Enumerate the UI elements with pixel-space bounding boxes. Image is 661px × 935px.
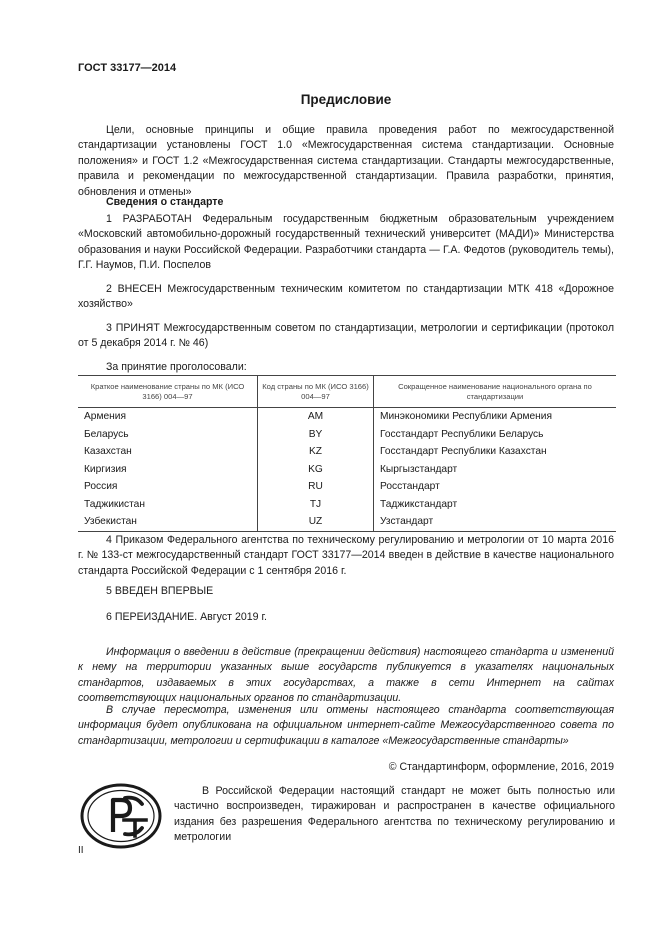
intro-paragraph: Цели, основные принципы и общие правила проведения работ по межгосударственной стандартизации установлены ГОСТ 1.0 «Межгосударственная система стандартизации. Основные положения» и ГОСТ 1.2 «Межгосударственная система стандартизации. Стандарты межгосударственные, правила и рекомендации по межгосударственной стандартизации. Правила разработки, принятия, обновления и отмены» bbox=[78, 124, 614, 198]
cell-body: Узстандарт bbox=[374, 513, 617, 531]
table-row bbox=[78, 426, 616, 444]
cell-code: KG bbox=[258, 461, 374, 479]
note-revision-info: В случае пересмотра, изменения или отмены настоящего стандарта соответствующая информация будет опубликована на официальном интернет-сайте Межгосударственного совета по стандартизации, метрологии и сертификации в каталоге «Межгосударственные стандарты» bbox=[78, 704, 614, 747]
table-row bbox=[78, 478, 616, 496]
cell-body: Росстандарт bbox=[380, 481, 440, 492]
cell-country: Беларусь bbox=[78, 426, 258, 444]
column-header-body: Сокращенное наименование национального органа по стандартизации bbox=[374, 376, 617, 408]
copyright-line: © Стандартинформ, оформление, 2016, 2019 bbox=[388, 761, 614, 773]
item-1-developed: 1 РАЗРАБОТАН Федеральным государственным бюджетным образовательным учреждением «Московский автомобильно-дорожный государственный технический университет (МАДИ)» Министерства образования и науки Российской Федерации. Разработчики стандарта — Г.А. Федотов (руководитель темы), Г.Г. Наумов, П.И. Поспелов bbox=[78, 213, 614, 272]
cell-country: Россия bbox=[78, 478, 258, 496]
column-header-code: Код страны по МК (ИСО 3166) 004—97 bbox=[258, 376, 374, 408]
column-header-country: Краткое наименование страны по МК (ИСО 3166) 004—97 bbox=[78, 376, 258, 408]
page-number: II bbox=[78, 845, 84, 856]
cell-body: Таджикстандарт bbox=[380, 498, 458, 510]
cell-body: Кыргызстандарт bbox=[380, 463, 458, 475]
cell-country: Узбекистан bbox=[78, 513, 258, 531]
cell-code: UZ bbox=[258, 513, 374, 531]
cell-code: RU bbox=[258, 478, 374, 496]
page-title: Предисловие bbox=[300, 92, 392, 107]
cell-country: Казахстан bbox=[78, 443, 258, 461]
section-title: Сведения о стандарте bbox=[106, 196, 224, 208]
table-row bbox=[78, 513, 616, 531]
vote-label: За принятие проголосовали: bbox=[106, 361, 247, 373]
document-id: ГОСТ 33177—2014 bbox=[78, 62, 177, 74]
cell-code: AM bbox=[258, 408, 374, 426]
item-5-introduced: 5 ВВЕДЕН ВПЕРВЫЕ bbox=[106, 585, 214, 597]
table-row bbox=[78, 408, 616, 426]
item-2-submitted: 2 ВНЕСЕН Межгосударственным техническим комитетом по стандартизации МТК 418 «Дорожное хозяйство» bbox=[78, 283, 614, 311]
item-3-adopted: 3 ПРИНЯТ Межгосударственным советом по стандартизации, метрологии и сертификации (протокол от 5 декабря 2014 г. № 46) bbox=[78, 322, 614, 350]
reproduction-notice: В Российской Федерации настоящий стандарт не может быть полностью или частично воспроизведен, тиражирован и распространен в качестве официального издания без разрешения Федерального агентства по техническому регулированию и метрологии bbox=[174, 785, 615, 844]
cell-body: Госстандарт Республики Казахстан bbox=[380, 446, 547, 457]
table-row bbox=[78, 496, 616, 514]
table-header-row bbox=[78, 376, 616, 408]
rst-certification-mark-icon bbox=[80, 782, 162, 855]
cell-code: KZ bbox=[258, 443, 374, 461]
cell-country: Киргизия bbox=[78, 461, 258, 479]
table-row bbox=[78, 443, 616, 461]
cell-body: Госстандарт Республики Беларусь bbox=[380, 428, 544, 440]
note-publication-info: Информация о введении в действие (прекращении действия) настоящего стандарта и изменений к нему на территории указанных выше государств публикуется в указателях национальных стандартов, издаваемых в этих государствах, а также в сети Интернет на сайтах соответствующих национальных органов по стандартизации. bbox=[78, 646, 614, 705]
voting-countries-table bbox=[78, 375, 616, 532]
cell-code: TJ bbox=[258, 496, 374, 514]
cell-code: BY bbox=[258, 426, 374, 444]
cell-country: Таджикистан bbox=[78, 496, 258, 514]
cell-body: Минэкономики Республики Армения bbox=[380, 411, 552, 422]
item-4-order: 4 Приказом Федерального агентства по техническому регулированию и метрологии от 10 марта 2016 г. № 133-ст межгосударственный стандарт ГОСТ 33177—2014 введен в действие в качестве национального стандарта Российской Федерации с 1 сентября 2016 г. bbox=[78, 534, 614, 577]
cell-country: Армения bbox=[78, 408, 258, 426]
table-row bbox=[78, 461, 616, 479]
item-6-reissue: 6 ПЕРЕИЗДАНИЕ. Август 2019 г. bbox=[106, 611, 267, 623]
